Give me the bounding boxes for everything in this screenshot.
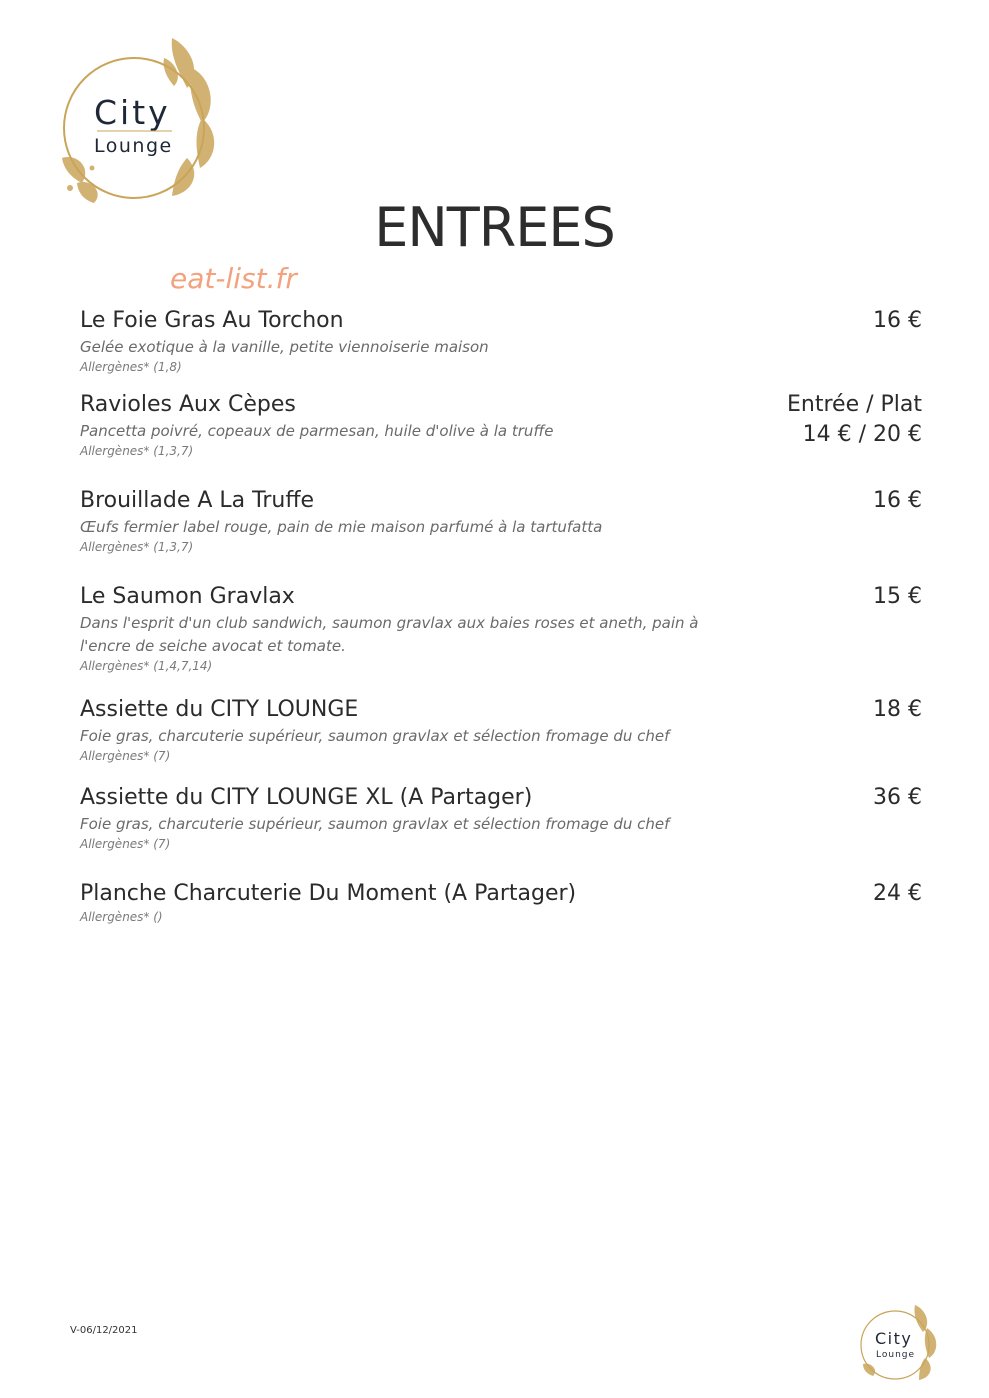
item-allergens: Allergènes* (1,8)	[80, 360, 182, 374]
menu-item	[80, 582, 922, 675]
item-allergens: Allergènes* (7)	[80, 749, 171, 763]
item-description: Foie gras, charcuterie supérieur, saumon gravlax et sélection fromage du chef	[80, 815, 670, 833]
item-name: Brouillade A La Truffe	[80, 488, 315, 513]
item-price: 18 €	[873, 697, 922, 722]
item-allergens: Allergènes* (7)	[80, 837, 171, 851]
logo-city-text: City	[94, 93, 171, 132]
logo-lounge-text: Lounge	[94, 135, 173, 157]
menu-item	[80, 695, 922, 765]
watermark-text: eat-list.fr	[170, 262, 297, 295]
city-lounge-logo	[52, 28, 227, 208]
item-name: Assiette du CITY LOUNGE	[80, 697, 359, 722]
item-allergens: Allergènes* ()	[80, 910, 163, 924]
item-price: Entrée / Plat 14 € / 20 €	[787, 392, 922, 447]
item-name: Le Saumon Gravlax	[80, 584, 295, 609]
city-lounge-logo-small	[855, 1300, 945, 1385]
item-description: Gelée exotique à la vanille, petite viennoiserie maison	[80, 338, 489, 356]
menu-item	[80, 486, 922, 556]
item-price: 16 €	[873, 308, 922, 333]
item-name: Ravioles Aux Cèpes	[80, 392, 296, 417]
item-price: 16 €	[873, 488, 922, 513]
item-description: Pancetta poivré, copeaux de parmesan, huile d'olive à la truffe	[80, 422, 554, 440]
item-price: 24 €	[873, 881, 922, 906]
logo-lounge-text: Lounge	[876, 1350, 916, 1360]
item-price: 36 €	[873, 785, 922, 810]
item-description: Œufs fermier label rouge, pain de mie maison parfumé à la tartufatta	[80, 518, 603, 536]
menu-list	[80, 306, 922, 926]
item-price: 15 €	[873, 584, 922, 609]
logo-city-text: City	[875, 1329, 913, 1348]
item-allergens: Allergènes* (1,3,7)	[80, 444, 194, 458]
item-description: Foie gras, charcuterie supérieur, saumon gravlax et sélection fromage du chef	[80, 727, 670, 745]
page-title: ENTREES	[374, 196, 615, 259]
item-allergens: Allergènes* (1,3,7)	[80, 540, 194, 554]
menu-item	[80, 879, 922, 926]
item-allergens: Allergènes* (1,4,7,14)	[80, 659, 213, 673]
item-description: Dans l'esprit d'un club sandwich, saumon gravlax aux baies roses et aneth, pain à l'encre de seiche avocat et tomate.	[80, 614, 699, 655]
menu-item	[80, 306, 922, 376]
item-name: Assiette du CITY LOUNGE XL (A Partager)	[80, 785, 533, 810]
menu-item	[80, 783, 922, 853]
menu-item	[80, 390, 922, 460]
version-text: V-06/12/2021	[70, 1325, 138, 1336]
item-name: Le Foie Gras Au Torchon	[80, 308, 344, 333]
item-name: Planche Charcuterie Du Moment (A Partager)	[80, 881, 577, 906]
